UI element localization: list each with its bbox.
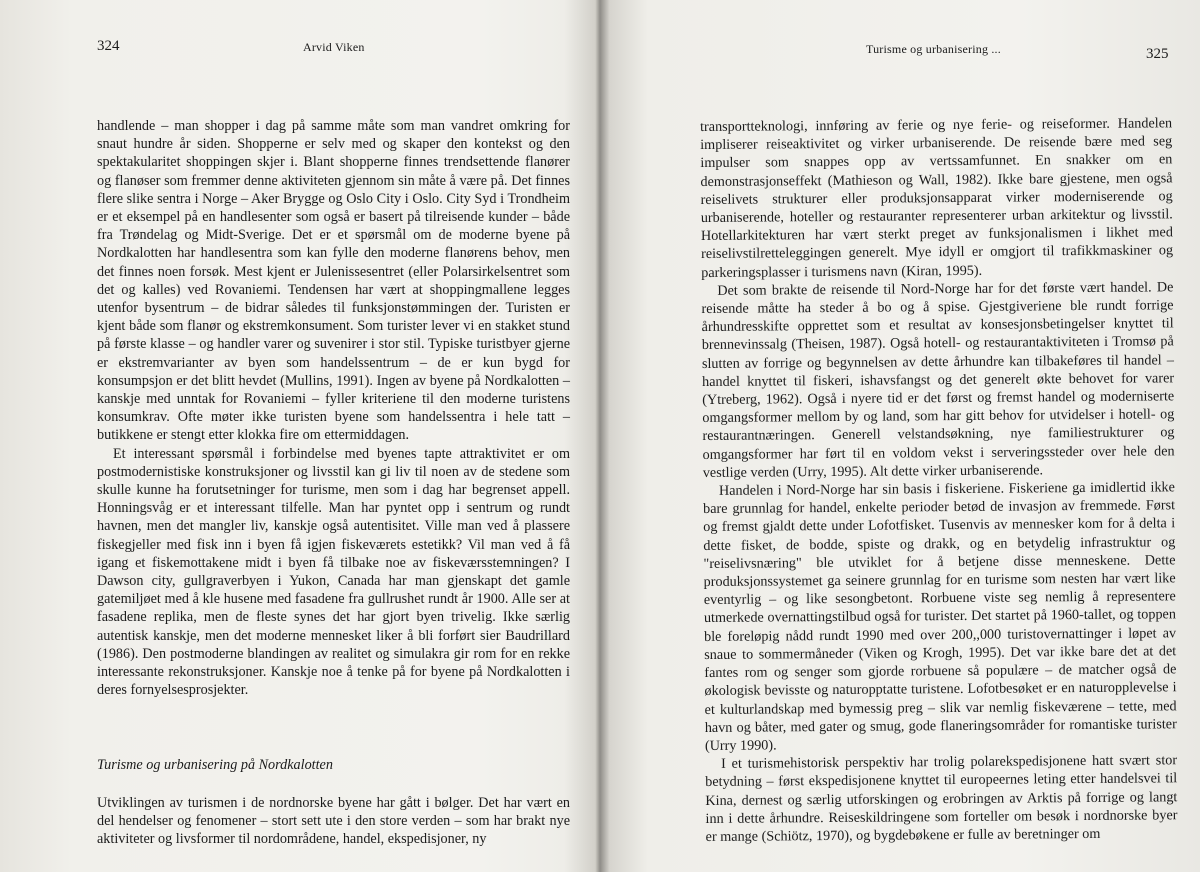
right-page — [600, 0, 1200, 872]
left-paragraph-1: handlende – man shopper i dag på samme måte som man vandret omkring for snaut hundre år siden. Shopperne er selv med og skaper den kontekst og den spektakularitet shoppingen skjer i. Blant shopperne finnes trendsettende flanører og flanøser som fremmer denne aktiviteten gjennom sin måte å være på. Det finnes flere slike sentra i Norge – Aker Brygge og Oslo City i Oslo. City Syd i Trondheim er et eksempel på en handlesenter som også er basert på tilreisende kunder – både fra Trøndelag og Midt-Sverige. Det er et spørsmål om de moderne byene på Nordkalotten har handlesentra som kan fylle den moderne flanørens behov, men det finnes noen forsøk. Mest kjent er Julenissesentret (eller Polarsirkelsentret som det og kalles) ved Rovaniemi. Tendensen har vært at shoppingmallene legges utenfor bysentrum – de bidrar således til funksjonstømmingen der. Turisten er kjent både som flanør og ekstremkonsument. Som turister lever vi en stakket stund på første klasse – og handler varer og suvenirer i stor stil. Typiske turistbyer gjerne er ekstremvarianter av byen som handelssentrum – de er kun bygd for konsumpsjon er det blitt hevdet (Mullins, 1991). Ingen av byene på Nordkalotten – kanskje med unntak for Rovaniemi – fyller kriteriene til den moderne turistens konsumkrav. Ofte møter ikke turisten byene som handelssentra i hele tatt – butikkene er stengt etter klokka fire om ettermiddagen. — [97, 118, 570, 444]
right-paragraph-2: Det som brakte de reisende til Nord-Norge har for det første vært handel. De reisende måtte ha steder å bo og å spise. Gjestgiveriene ble rundt forrige århundresskifte opprettet som et resultat av konsesjonsbetingelser knyttet til brennevinssalg (Theisen, 1987). Også hotell- og restaurantaktiviteten i Tromsø på slutten av forrige og begynnelsen av dette århundre kan tilbakeføres til handel – handel knyttet til fiskeri, ishavsfangst og det generelt økte behovet for varer (Ytreberg, 1962). Også i nyere tid er det først og fremst handel og moderniserte omgangsformer mellom by og land, som har gitt behov for utvidelser i hotell- og restaurantnæringen. Generell velstandsøkning, nye familiestrukturer og omgangsformer har ført til en voldom vekst i serveringssteder over hele den vestlige verden (Urry, 1995). Alt dette virker urbaniserende. — [701, 279, 1175, 481]
left-page-number: 324 — [97, 38, 120, 54]
right-body-text — [700, 114, 1178, 846]
left-running-head: Arvid Viken — [303, 40, 365, 54]
right-paragraph-3: Handelen i Nord-Norge har sin basis i fiskeriene. Fiskeriene ga imidlertid ikke bare grunnlag for handel, enkelte perioder betød de invasjon av fremmede. Først og fremst gjaldt dette under Lofotfisket. Tusenvis av mennesker kom for å delta i dette fisket, de bodde, spiste og drakk, og en betydelig infrastruktur og "reiselivsnæring" ble utviklet for å betjene disse menneskene. Dette produksjonssystemet ga seinere grunnlag for en turisme som nesten har vært like eventyrlig – og like sesongbetont. Rorbuene viste seg nemlig å representere utmerkede overnattingstilbud også for turister. Det startet på 1960-tallet, og toppen ble foreløpig nådd rundt 1990 med over 200,,000 turistovernattinger i løpet av snaue to sommermåneder (Viken og Krogh, 1995). Det var ikke bare det at det fantes rom og senger som gjorde rorbuene så populære – de matcher også de økologisk bevisste og naturopptatte turistene. Lofotbesøket er en naturopplevelse i et kulturlandskap med bymessig preg – slik var nemlig fiskeværene – tette, med havn og båter, med gater og smug, gode flaneringsområder for romantiske turister (Urry 1990). — [703, 479, 1177, 754]
left-body-text — [97, 117, 570, 700]
left-paragraph-3: Utviklingen av turismen i de nordnorske byene har gått i bølger. Det har vært en del hendelser og fenomener – stort sett ute i den store verden – som har brakt nye aktiviteter og livsformer til nordområdene, handel, ekspedisjoner, ny — [97, 795, 570, 848]
right-paragraph-1: transportteknologi, innføring av ferie og nye ferie- og reiseformer. Handelen impliserer reiseaktivitet og virker urbaniserende. De reisende bære med seg impulser som snappes opp av vertssamfunnet. En snakker om en demonstrasjonseffekt (Mathieson og Wall, 1982). Ikke bare gjestene, men også reiselivets strukturer eller produksjonsapparat virker moderniserende og urbaniserende, hoteller og restauranter representerer urban arkitektur og livsstil. Hotellarkitekturen har vært sterkt preget av funksjonalismen i likhet med reiselivstilretteleggingen generelt. Mye idyll er omgjort til trafikkmaskiner og parkeringsplasser i turismens navn (Kiran, 1995). — [700, 115, 1174, 281]
right-page-number: 325 — [1146, 46, 1169, 62]
left-body-text-after-heading — [97, 794, 570, 849]
section-subheading: Turisme og urbanisering på Nordkalotten — [97, 757, 333, 773]
right-running-head: Turisme og urbanisering ... — [866, 42, 1001, 56]
left-paragraph-2: Et interessant spørsmål i forbindelse med byenes tapte attraktivitet er om postmodernistiske konstruksjoner og livsstil kan gi liv til noen av de stedene som skulle kunne ha forutsetninger for turisme, men som i dag har begrenset appell. Honningsvåg er et interessant tilfelle. Man har pyntet opp i sentrum og rundt havnen, men det mangler liv, kanskje også autentisitet. Ville man ved å plassere fiskegjeller med fisk inn i byen få igjen fiskeværets estetikk? Vil man ved å få igang et fiskemottakene midt i byen få tilbake noe av fiskeværsstemningen? I Dawson city, gullgraverbyen i Yukon, Canada har man gjenskapt det gamle gatemiljøet med å kle husene med fasadene fra gullrushet rundt år 1900. Alle ser at fasadene replika, men de fleste synes det har gjort byen trivelig. Ikke særlig autentisk kanskje, men det moderne mennesket liker å bli forført sier Baudrillard (1986). Den postmoderne blandingen av realitet og simulakra gir rom for en rekke interessante rekonstruksjoner. Kanskje noe å tenke på for byene på Nordkalotten i deres fornyelsesprosjekter. — [97, 445, 570, 699]
right-paragraph-4: I et turismehistorisk perspektiv har trolig polarekspedisjonene hatt svært stor betydning – først ekspedisjonene knyttet til europeernes leting etter handelsvei til Kina, dernest og særlig utforskingen og erobringen av Arktis på forrige og langt inn i dette århundre. Reiseskildringene som forteller om besøk i nordnorske byer er mange (Schiötz, 1970), og bygdebøkene er fulle av beretninger om — [705, 752, 1178, 845]
